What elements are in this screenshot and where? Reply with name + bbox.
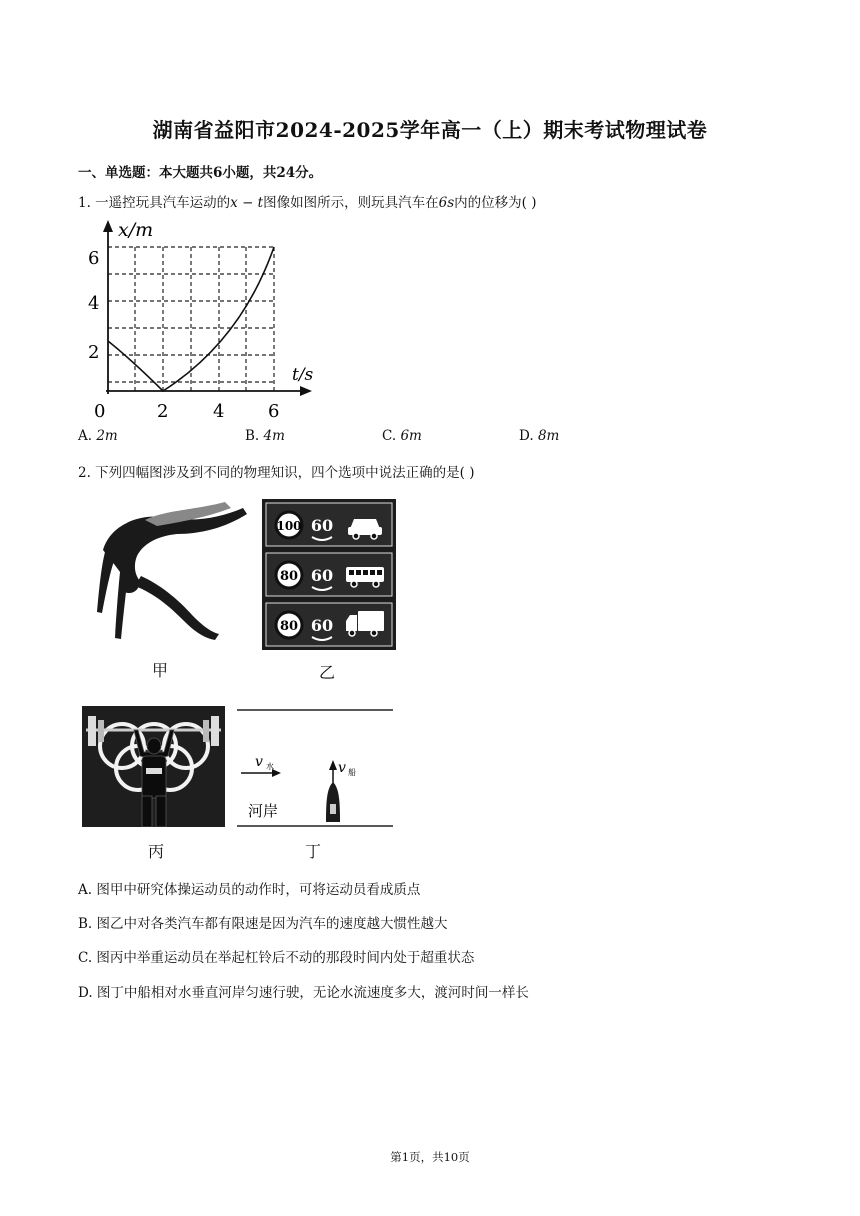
y-tick-2: 2: [88, 342, 100, 363]
q1-math-6s: 6s: [438, 195, 455, 211]
svg-text:80: 80: [279, 619, 299, 634]
figure-bing-label: 丙: [148, 842, 165, 861]
v-water-subscript: 水: [266, 762, 274, 771]
figure-jia-label: 甲: [152, 661, 169, 680]
svg-text:100: 100: [276, 519, 302, 533]
x-tick-4: 4: [213, 401, 225, 422]
svg-text:80: 80: [279, 569, 299, 584]
origin-label: 0: [94, 401, 106, 422]
barbell-plate-left: [88, 716, 96, 746]
q2-option-c: C. 图丙中举重运动员在举起杠铃后不动的那段时间内处于超重状态: [78, 950, 475, 966]
svg-text:60: 60: [310, 516, 334, 535]
q1-math-xt: x − t: [230, 195, 264, 211]
x-tick-2: 2: [157, 401, 169, 422]
page-title: 湖南省益阳市2024-2025学年高一（上）期末考试物理试卷: [152, 118, 708, 142]
question-1-text: [78, 191, 536, 211]
y-axis-arrow-icon: [103, 220, 113, 232]
q2-option-b: B. 图乙中对各类汽车都有限速是因为汽车的速度越大惯性越大: [78, 916, 448, 932]
q1-option-d: D. 8m: [519, 428, 560, 444]
svg-text:60: 60: [310, 616, 334, 635]
x-axis-label: t/s: [292, 365, 314, 385]
x-axis-arrow-icon: [300, 386, 312, 396]
y-axis-label: x/m: [118, 219, 154, 241]
boat-arrow-head-icon: [329, 760, 337, 770]
v-boat-label: v: [338, 760, 346, 776]
q1-mid: 图像如图所示，则玩具汽车在: [263, 195, 439, 211]
q1-prefix: 1. 一遥控玩具汽车运动的: [78, 195, 231, 211]
svg-text:60: 60: [310, 566, 334, 585]
q1-xt-graph: [80, 216, 330, 422]
q1-suffix: 内的位移为( ): [454, 195, 537, 211]
q1-option-b: B. 4m: [245, 428, 285, 444]
q2-option-d: D. 图丁中船相对水垂直河岸匀速行驶，无论水流速度多大，渡河时间一样长: [78, 985, 529, 1001]
figure-ding-river: [235, 700, 395, 832]
y-tick-4: 4: [88, 293, 100, 314]
v-water-label: v: [255, 754, 263, 770]
figure-yi-speed-signs: [262, 499, 396, 650]
q1-option-a: A. 2m: [78, 428, 118, 444]
v-boat-subscript: 船: [348, 768, 356, 777]
page-footer: 第1页，共10页: [390, 1150, 470, 1164]
x-tick-6: 6: [268, 401, 280, 422]
figure-ding-label: 丁: [305, 842, 322, 861]
q1-option-c: C. 6m: [382, 428, 422, 444]
y-tick-6: 6: [88, 248, 100, 269]
figure-jia-gymnast: [85, 500, 250, 650]
q2-option-a: A. 图甲中研究体操运动员的动作时，可将运动员看成质点: [78, 882, 421, 898]
question-2-text: 2. 下列四幅图涉及到不同的物理知识，四个选项中说法正确的是( ): [78, 465, 475, 481]
boat-icon: [326, 782, 340, 822]
figure-bing-weightlifter: [82, 706, 225, 827]
section-heading: 一、单选题：本大题共6小题，共24分。: [78, 165, 323, 181]
barbell-plate-right: [211, 716, 219, 746]
figure-yi-label: 乙: [319, 663, 336, 682]
river-bank-label: 河岸: [248, 802, 279, 820]
